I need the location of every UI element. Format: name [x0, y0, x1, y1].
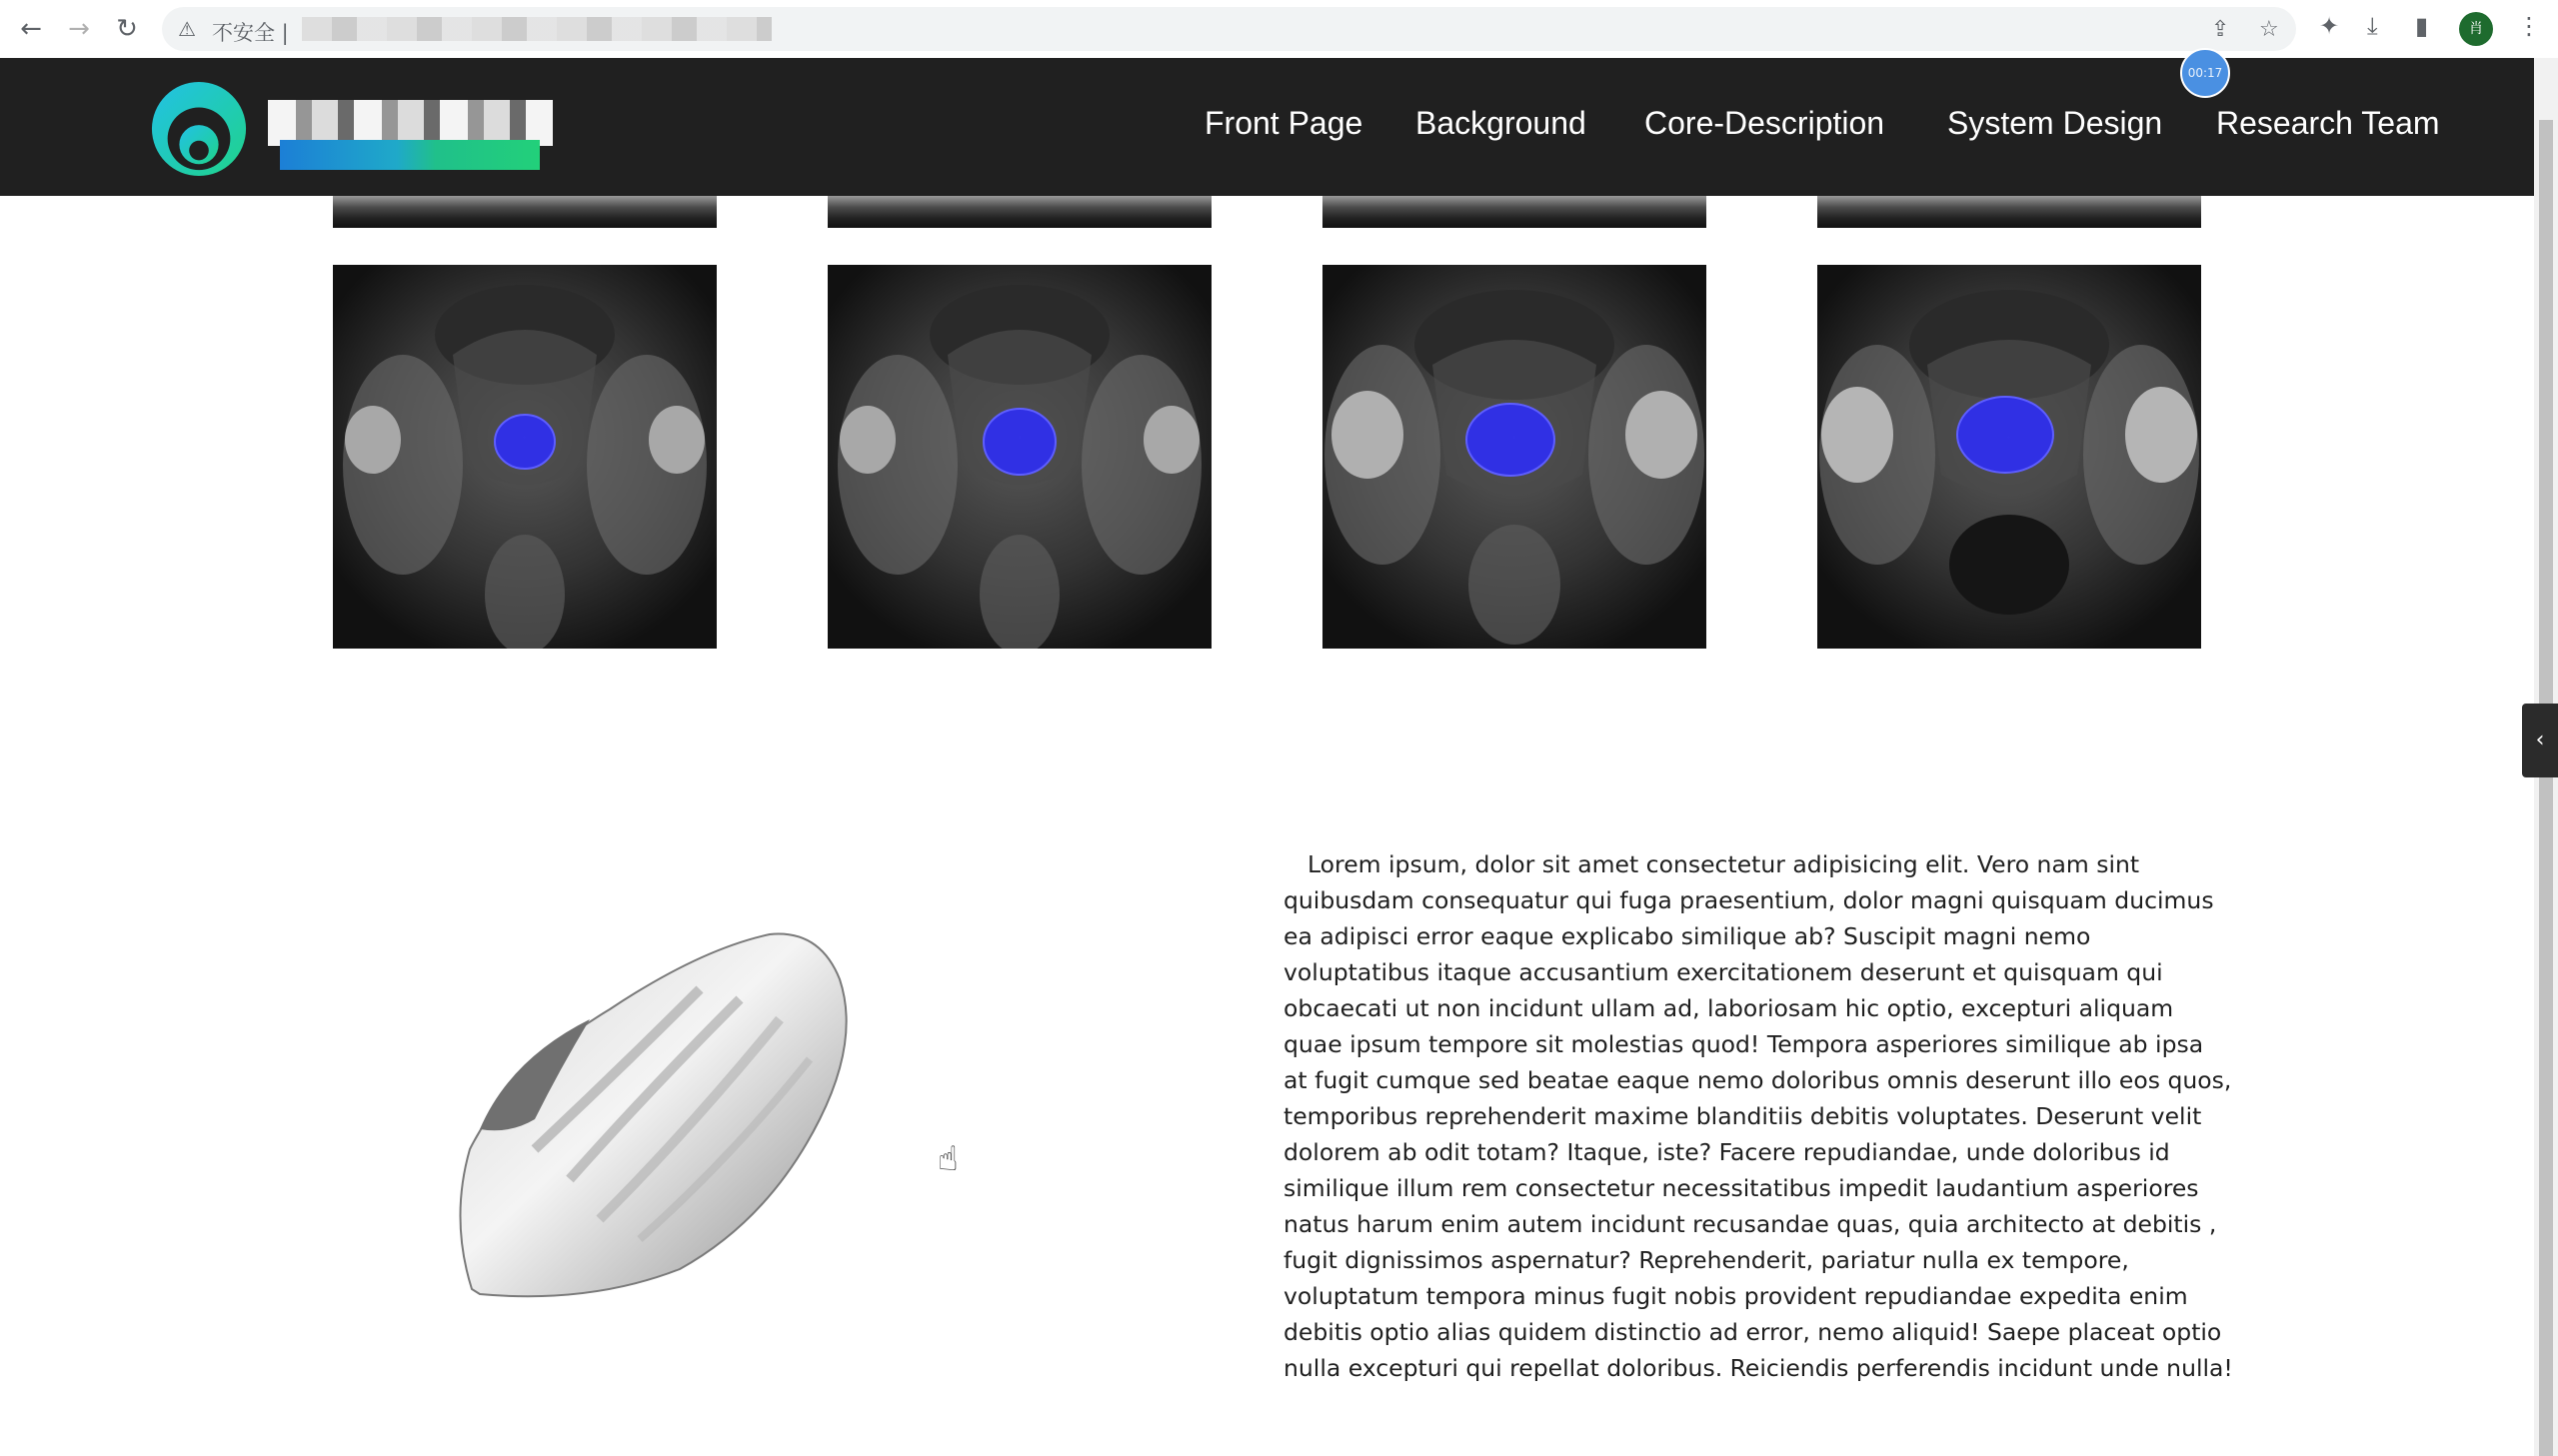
mri-image-partial — [828, 196, 1212, 228]
description-text: Lorem ipsum, dolor sit amet consectetur adipisicing elit. Vero nam sint quibusdam consequatur qui fuga praesentium, dolor magni quisquam ducimus ea adipisci error eaque explicabo similique ab? Suscipit magni nemo voluptatibus itaque accusantium exercitationem deserunt et quisquam qui obcaecati ut non incidunt ullam ad, laboriosam hic optio, excepturi aliquam quae ipsum tempore sit molestias quod! Tempora asperiores similique ab ipsa at fugit cumque sed beatae eaque nemo doloribus omnis deserunt illo eos quos, temporibus reprehenderit maxime blanditiis debitis voluptates. Deserunt velit dolorem ab odit totam? Itaque, iste? Facere repudiandae, unde doloribus id similique illum rem consectetur necessitatibus impedit laudantium asperiores natus harum enim autem incidunt recusandae quas, quia architecto at debitis , fugit dignissimos aspernatur? Reprehenderit, pariatur nulla ex tempore, voluptatum tempora minus fugit nobis provident repudiandae expedita enim debitis optio alias quidem distinctio ad error, nemo aliquid! Saepe placeat optio nulla excepturi qui repellat doloribus. Reiciendis perferendis incidunt unde nulla! — [1283, 849, 2233, 1382]
mri-image-3 — [1322, 265, 1706, 649]
forward-arrow-icon[interactable]: → — [68, 14, 90, 44]
description-paragraph — [1283, 846, 2233, 1386]
mri-image-partial — [1322, 196, 1706, 228]
nav-research-team[interactable]: Research Team — [2216, 105, 2440, 141]
download-icon[interactable]: ⤓ — [2367, 12, 2378, 40]
reload-icon[interactable]: ↻ — [116, 14, 138, 44]
mri-image-partial — [1817, 196, 2201, 228]
mri-image-4 — [1817, 265, 2201, 649]
nav-front-page[interactable]: Front Page — [1205, 105, 1363, 141]
profile-avatar[interactable]: 肖 — [2459, 12, 2493, 46]
extensions-puzzle-icon[interactable]: ✦ — [2319, 12, 2340, 40]
nav-background[interactable]: Background — [1415, 105, 1586, 141]
nav-core-description[interactable]: Core-Description — [1644, 105, 1885, 141]
nav-system-design[interactable]: System Design — [1947, 105, 2163, 141]
bookmark-star-icon[interactable]: ☆ — [2259, 17, 2279, 42]
mri-image-partial — [333, 196, 717, 228]
browser-menu-icon[interactable]: ⋮ — [2517, 12, 2541, 40]
url-text-blurred — [302, 17, 772, 41]
mri-image-2 — [828, 265, 1212, 649]
prostate-3d-model[interactable] — [440, 919, 960, 1309]
address-bar[interactable] — [162, 7, 2296, 51]
scrollbar-thumb[interactable] — [2539, 120, 2553, 1456]
browser-toolbar — [0, 0, 2558, 59]
site-subtitle-blurred — [280, 140, 540, 170]
security-label: 不安全 | — [212, 21, 289, 45]
hand-pointer-icon: ☝ — [938, 1139, 959, 1179]
timer-badge[interactable]: 00:17 — [2180, 48, 2230, 98]
back-arrow-icon[interactable]: ← — [20, 14, 42, 44]
side-panel-icon[interactable]: ▮ — [2415, 12, 2429, 40]
warning-icon: ⚠ — [178, 17, 196, 41]
mri-image-1 — [333, 265, 717, 649]
share-icon[interactable]: ⇪ — [2211, 17, 2230, 42]
site-logo-icon[interactable] — [150, 80, 248, 178]
chevron-left-icon[interactable]: ‹ — [2522, 704, 2558, 777]
